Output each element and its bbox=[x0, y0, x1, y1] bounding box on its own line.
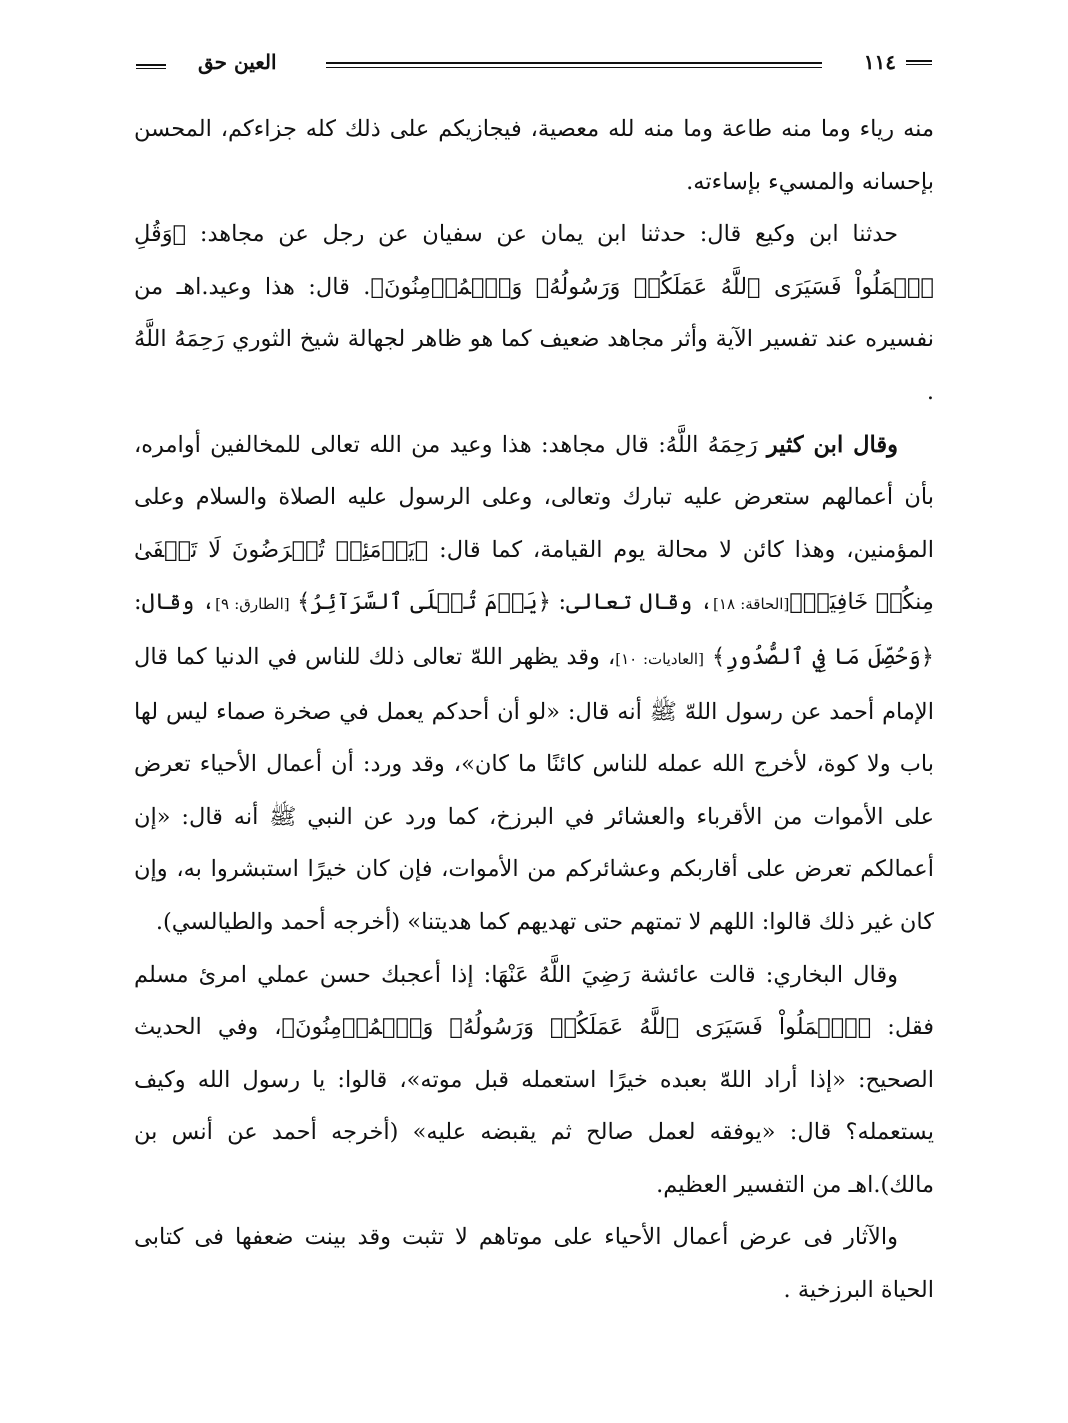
text-segment: رَحِمَهُ اللَّهُ: قال مجاهد: هذا وعيد من الله تعالى للمخالفين أوامره، بأن أعمالهم ستعرض عليه تبارك وتعالى، وعلى الرسول عليه الصلاة والسلام وعلى المؤمنين، وهذا كائن لا محالة يوم القيامة، كما قال: ﴿يَوۡمَئِذٖ تُعۡرَضُونَ لَا تَخۡفَىٰ مِنكُمۡ خَافِيَةٞ﴾ bbox=[134, 431, 934, 616]
paragraph bbox=[134, 949, 934, 1212]
verse-reference: [العاديات: ١٠] bbox=[615, 649, 704, 668]
verse-reference: [الحاقة: ١٨] bbox=[713, 595, 790, 614]
text-segment: وقال البخاري: قالت عائشة رَضِيَ اللَّهُ عَنْهَا: إذا أعجبك حسن عملي امرئ مسلم فقل: ﴿ٱعۡمَلُواْ فَسَيَرَى ٱللَّهُ عَمَلَكُمۡ وَرَسُولُهُۥ وَٱلۡمُؤۡمِنُونَ﴾، وفي الحديث الصحيح: «إذا أراد اللهّ بعبده خيرًا استعمله قبل موته»، قالوا: يا رسول الله وكيف يستعمله؟ قال: «يوفقه لعمل صالح ثم يقبضه عليه» (أخرجه أحمد عن أنس بن مالك).اهـ من التفسير العظيم. bbox=[134, 961, 934, 1198]
header-rule bbox=[326, 62, 822, 68]
running-title: العين حق bbox=[198, 50, 277, 74]
paragraph bbox=[134, 103, 934, 208]
page-header bbox=[136, 48, 932, 88]
body-text bbox=[134, 103, 934, 1317]
header-left-dash bbox=[136, 64, 166, 69]
paragraph bbox=[134, 419, 934, 949]
verse-reference: [الطارق: ٩] bbox=[215, 595, 290, 614]
bold-phrase: وقال ابن كثير bbox=[766, 431, 898, 458]
header-right-dash bbox=[906, 60, 932, 65]
text-segment: والآثار فى عرض أعمال الأحياء على موتاهم لا تثبت وقد بينت ضعفها فى كتابى الحياة البرزخية . bbox=[134, 1224, 934, 1304]
page-number: ١١٤ bbox=[863, 50, 896, 74]
text-segment: حدثنا ابن وكيع قال: حدثنا ابن يمان عن سفيان عن رجل عن مجاهد: ﴿وَقُلِ ٱعۡمَلُواْ فَسَيَرَى ٱللَّهُ عَمَلَكُمۡ وَرَسُولُهُۥ وَٱلۡمُؤۡمِنُونَ﴾. قال: هذا وعيد.اهـ من نفسيره عند تفسير الآية وأثر مجاهد ضعيف كما هو ظاهر لجهالة شيخ الثوري رَحِمَهُ اللَّهُ . bbox=[134, 221, 934, 405]
text-segment: ، وقال تعالى: ﴿يَوۡمَ تُبۡلَى ٱلسَّرَآئِرُ﴾ bbox=[289, 589, 714, 616]
paragraph bbox=[134, 1211, 934, 1316]
text-segment: ، وقد يظهر اللهّ تعالى ذلك للناس في الدنيا كما قال الإمام أحمد عن رسول اللهّ ﷺ أنه قال: «لو أن أحدكم يعمل في صخرة صماء ليس لها باب ولا كوة، لأخرج الله عمله للناس كائنًا ما كان»، وقد ورد: أن أعمال الأحياء تعرض على الأموات من الأقرباء والعشائر في البرزخ، كما ورد عن النبي ﷺ أنه قال: «إن أعمالكم تعرض على أقاربكم وعشائركم من الأموات، فإن كان خيرًا استبشروا به، وإن كان غير ذلك قالوا: اللهم لا تمتهم حتى تهديهم كما هديتنا» (أخرجه أحمد والطيالسي). bbox=[134, 643, 934, 935]
paragraph bbox=[134, 208, 934, 418]
page-number-block bbox=[864, 50, 932, 74]
text-segment: منه رياء وما منه طاعة وما منه لله معصية، فيجازيكم على ذلك كله جزاءكم، المحسن بإحسانه والمسيء بإساءته. bbox=[134, 116, 934, 195]
text-segment: ، وقال: ﴿وَحُصِّلَ مَا فِي ٱلصُّدُورِ﴾ bbox=[134, 589, 934, 670]
